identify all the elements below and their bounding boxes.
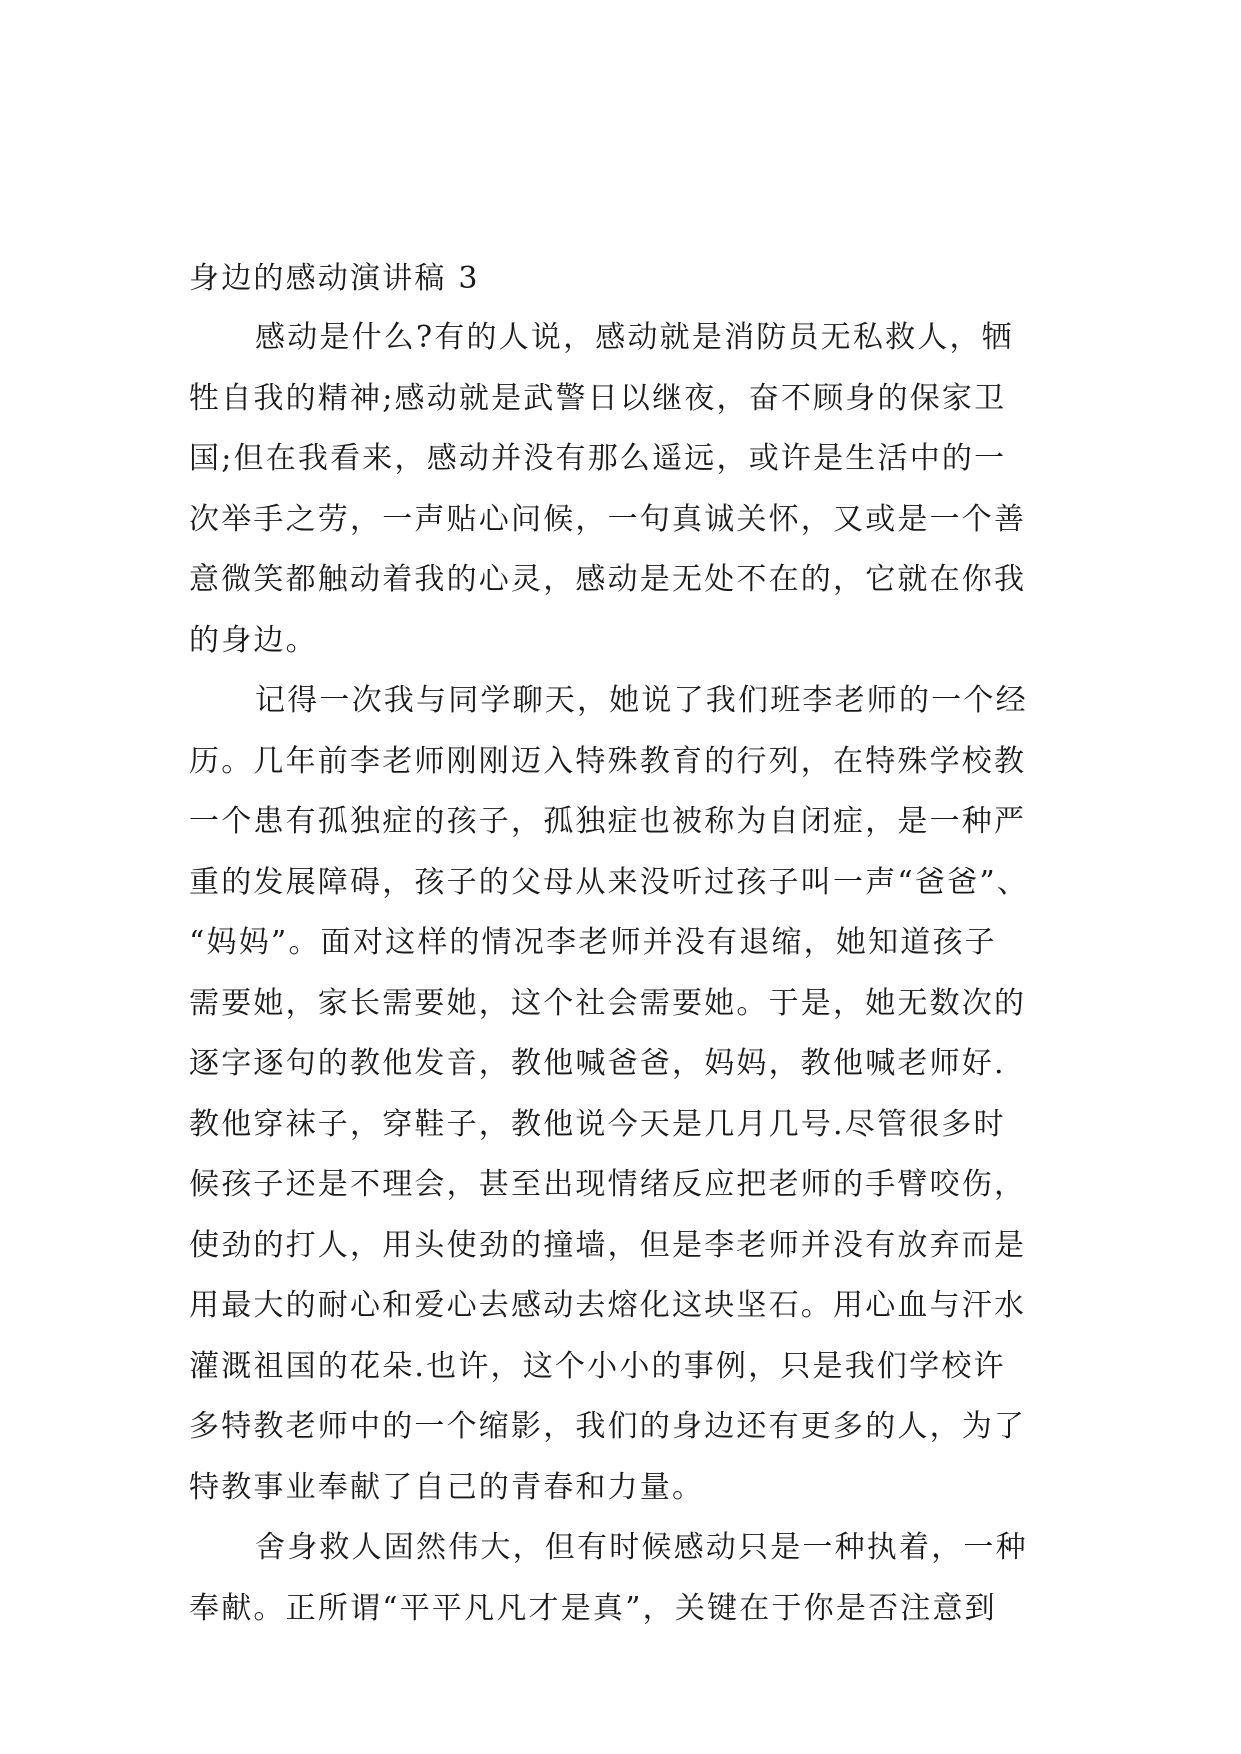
text-line: 重的发展障碍，孩子的父母从来没听过孩子叫一声“爸爸”、: [189, 864, 1030, 900]
text-line: 用最大的耐心和爱心去感动去熔化这块坚石。用心血与汗水: [189, 1288, 1027, 1323]
text-line: 逐字逐句的教他发音，教他喊爸爸，妈妈，教他喊老师好.: [189, 1046, 1006, 1081]
paragraph-3: [189, 1518, 1089, 1639]
text-line: 记得一次我与同学聊天，她说了我们班李老师的一个经: [255, 683, 1028, 718]
document-body: [189, 250, 1089, 1639]
text-line: 灌溉祖国的花朵.也许，这个小小的事例，只是我们学校许: [189, 1348, 1006, 1384]
text-line: 特教事业奉献了自己的青春和力量。: [189, 1469, 705, 1505]
text-line: 教他穿袜子，穿鞋子，教他说今天是几月几号.尽管很多时: [189, 1106, 1006, 1142]
text-line: 次举手之劳，一声贴心问候，一句真诚关怀，又或是一个善: [189, 501, 1027, 537]
text-line: 一个患有孤独症的孩子，孤独症也被称为自闭症，是一种严: [189, 804, 1027, 839]
text-line: 历。几年前李老师刚刚迈入特殊教育的行列，在特殊学校教: [189, 743, 1027, 779]
paragraph-2: [189, 671, 1089, 1518]
text-line: 的身边。: [189, 622, 318, 658]
page-title: 身边的感动演讲稿 3: [189, 261, 480, 296]
text-line: 牲自我的精神;感动就是武警日以继夜，奋不顾身的保家卫: [189, 380, 1007, 416]
paragraph-1: [189, 308, 1089, 671]
text-line: 感动是什么?有的人说，感动就是消防员无私救人，牺: [255, 320, 1014, 355]
text-line: 国;但在我看来，感动并没有那么遥远，或许是生活中的一: [189, 441, 1007, 476]
text-line: 需要她，家长需要她，这个社会需要她。于是，她无数次的: [189, 985, 1027, 1021]
text-line: 候孩子还是不理会，甚至出现情绪反应把老师的手臂咬伤，: [189, 1167, 1027, 1202]
text-line: “妈妈”。面对这样的情况李老师并没有退缩，她知道孩子: [189, 925, 997, 960]
text-line: 使劲的打人，用头使劲的撞墙，但是李老师并没有放弃而是: [189, 1227, 1027, 1263]
text-line: 意微笑都触动着我的心灵，感动是无处不在的，它就在你我: [189, 562, 1027, 597]
text-line: 奉献。正所谓“平平凡凡才是真”，关键在于你是否注意到: [189, 1590, 997, 1626]
text-line: 多特教老师中的一个缩影，我们的身边还有更多的人，为了: [189, 1409, 1027, 1444]
text-line: 舍身救人固然伟大，但有时候感动只是一种执着，一种: [255, 1530, 1028, 1565]
